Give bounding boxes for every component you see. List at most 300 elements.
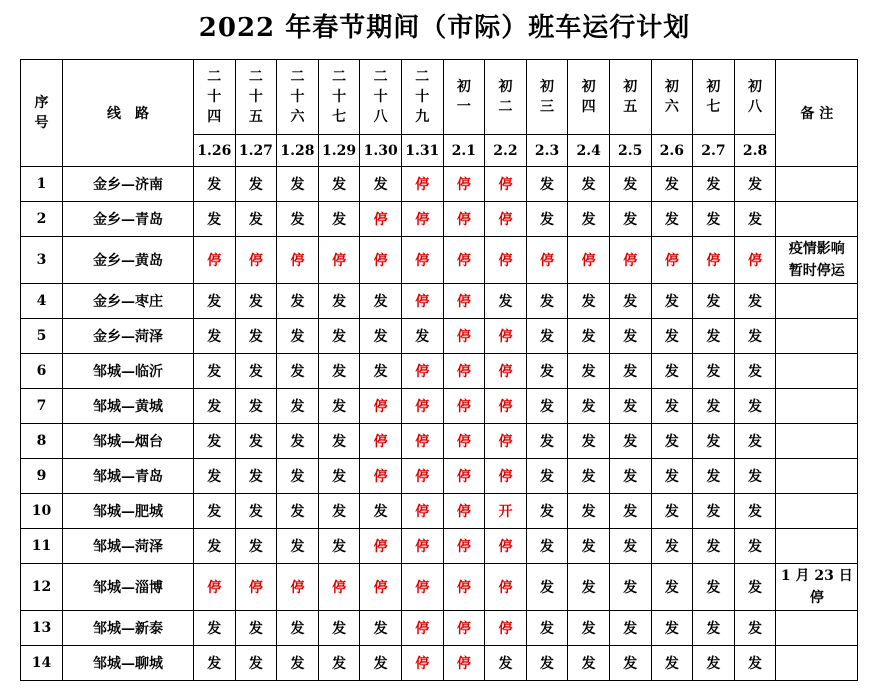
status-depart: 发 xyxy=(318,459,360,494)
day-header-char: 初 xyxy=(581,79,596,95)
status-depart: 发 xyxy=(526,564,568,611)
date-header: 2.8 xyxy=(734,135,776,167)
status-depart: 发 xyxy=(651,646,693,681)
status-stop: 停 xyxy=(235,237,277,284)
status-stop: 停 xyxy=(401,646,443,681)
status-depart: 发 xyxy=(526,167,568,202)
row-number: 7 xyxy=(21,389,63,424)
schedule-body xyxy=(21,167,858,681)
status-depart: 发 xyxy=(734,646,776,681)
status-depart: 发 xyxy=(693,319,735,354)
day-header xyxy=(568,60,610,135)
day-header xyxy=(318,60,360,135)
status-depart: 发 xyxy=(235,167,277,202)
day-header-char: 八 xyxy=(373,109,388,125)
row-number: 4 xyxy=(21,284,63,319)
day-header-char: 初 xyxy=(498,79,513,95)
status-stop: 停 xyxy=(401,202,443,237)
day-header-char: 七 xyxy=(706,99,721,115)
status-depart: 发 xyxy=(693,354,735,389)
status-stop: 停 xyxy=(651,237,693,284)
status-stop: 停 xyxy=(443,424,485,459)
status-stop: 停 xyxy=(277,237,319,284)
day-header xyxy=(235,60,277,135)
day-header-char: 十 xyxy=(332,89,347,105)
remark-cell xyxy=(776,424,858,459)
status-depart: 发 xyxy=(693,459,735,494)
status-depart: 发 xyxy=(609,167,651,202)
status-depart: 发 xyxy=(651,424,693,459)
status-open: 开 xyxy=(485,494,527,529)
status-depart: 发 xyxy=(526,529,568,564)
day-header-char: 六 xyxy=(290,109,305,125)
status-depart: 发 xyxy=(277,494,319,529)
remark-cell xyxy=(776,564,858,611)
status-stop: 停 xyxy=(194,237,236,284)
status-stop: 停 xyxy=(360,237,402,284)
day-header xyxy=(693,60,735,135)
status-stop: 停 xyxy=(526,237,568,284)
status-depart: 发 xyxy=(318,611,360,646)
status-stop: 停 xyxy=(443,284,485,319)
day-header xyxy=(401,60,443,135)
status-stop: 停 xyxy=(443,237,485,284)
row-number: 14 xyxy=(21,646,63,681)
status-depart: 发 xyxy=(526,284,568,319)
status-stop: 停 xyxy=(401,564,443,611)
status-depart: 发 xyxy=(360,354,402,389)
status-stop: 停 xyxy=(194,564,236,611)
status-depart: 发 xyxy=(318,389,360,424)
table-row xyxy=(21,167,858,202)
status-stop: 停 xyxy=(401,529,443,564)
status-depart: 发 xyxy=(235,459,277,494)
status-stop: 停 xyxy=(401,389,443,424)
route-name: 邹城—青岛 xyxy=(63,459,194,494)
day-header-char: 八 xyxy=(748,99,763,115)
remark-cell xyxy=(776,459,858,494)
table-row xyxy=(21,202,858,237)
date-header: 2.2 xyxy=(485,135,527,167)
day-header-char: 初 xyxy=(540,79,555,95)
status-stop: 停 xyxy=(485,167,527,202)
status-stop: 停 xyxy=(401,424,443,459)
status-depart: 发 xyxy=(651,167,693,202)
status-depart: 发 xyxy=(277,611,319,646)
status-stop: 停 xyxy=(485,459,527,494)
status-stop: 停 xyxy=(360,459,402,494)
status-depart: 发 xyxy=(568,202,610,237)
status-stop: 停 xyxy=(318,564,360,611)
status-stop: 停 xyxy=(443,319,485,354)
day-header-char: 七 xyxy=(332,109,347,125)
table-row xyxy=(21,529,858,564)
status-depart: 发 xyxy=(485,284,527,319)
status-depart: 发 xyxy=(235,611,277,646)
remark-cell xyxy=(776,319,858,354)
remark-line: 1 月 23 日 xyxy=(780,568,853,584)
schedule-table xyxy=(20,59,858,681)
day-header-char: 五 xyxy=(248,109,263,125)
status-depart: 发 xyxy=(651,564,693,611)
status-depart: 发 xyxy=(734,611,776,646)
table-row xyxy=(21,319,858,354)
row-number: 10 xyxy=(21,494,63,529)
status-depart: 发 xyxy=(734,529,776,564)
seq-header xyxy=(21,60,63,167)
remark-line: 暂时停运 xyxy=(788,263,845,279)
day-header-char: 二 xyxy=(415,69,430,85)
status-depart: 发 xyxy=(194,611,236,646)
status-stop: 停 xyxy=(485,237,527,284)
status-depart: 发 xyxy=(568,611,610,646)
day-header-char: 二 xyxy=(332,69,347,85)
status-depart: 发 xyxy=(609,646,651,681)
status-depart: 发 xyxy=(277,459,319,494)
status-depart: 发 xyxy=(360,167,402,202)
status-stop: 停 xyxy=(485,389,527,424)
date-header: 1.26 xyxy=(194,135,236,167)
status-stop: 停 xyxy=(235,564,277,611)
remark-cell xyxy=(776,167,858,202)
status-stop: 停 xyxy=(360,202,402,237)
status-stop: 停 xyxy=(401,284,443,319)
status-depart: 发 xyxy=(360,284,402,319)
status-depart: 发 xyxy=(693,611,735,646)
remark-cell xyxy=(776,237,858,284)
status-depart: 发 xyxy=(609,494,651,529)
status-depart: 发 xyxy=(277,646,319,681)
status-stop: 停 xyxy=(485,319,527,354)
status-depart: 发 xyxy=(568,424,610,459)
status-depart: 发 xyxy=(277,319,319,354)
status-depart: 发 xyxy=(693,424,735,459)
status-depart: 发 xyxy=(318,167,360,202)
status-depart: 发 xyxy=(568,459,610,494)
status-depart: 发 xyxy=(277,529,319,564)
status-stop: 停 xyxy=(443,494,485,529)
status-depart: 发 xyxy=(734,354,776,389)
status-stop: 停 xyxy=(443,459,485,494)
status-stop: 停 xyxy=(360,424,402,459)
row-number: 6 xyxy=(21,354,63,389)
remark-cell xyxy=(776,354,858,389)
status-stop: 停 xyxy=(443,564,485,611)
table-row xyxy=(21,611,858,646)
route-name: 金乡—青岛 xyxy=(63,202,194,237)
date-header: 1.28 xyxy=(277,135,319,167)
status-depart: 发 xyxy=(568,529,610,564)
status-depart: 发 xyxy=(235,202,277,237)
status-depart: 发 xyxy=(194,167,236,202)
status-depart: 发 xyxy=(318,529,360,564)
status-depart: 发 xyxy=(526,354,568,389)
remark-cell xyxy=(776,611,858,646)
status-depart: 发 xyxy=(485,646,527,681)
status-stop: 停 xyxy=(360,564,402,611)
route-name: 金乡—枣庄 xyxy=(63,284,194,319)
day-header xyxy=(526,60,568,135)
status-depart: 发 xyxy=(609,564,651,611)
day-header-char: 十 xyxy=(290,89,305,105)
status-stop: 停 xyxy=(693,237,735,284)
status-depart: 发 xyxy=(235,494,277,529)
remark-cell xyxy=(776,389,858,424)
route-name: 邹城—肥城 xyxy=(63,494,194,529)
day-header-char: 初 xyxy=(748,79,763,95)
route-name: 邹城—烟台 xyxy=(63,424,194,459)
status-depart: 发 xyxy=(277,389,319,424)
status-depart: 发 xyxy=(568,167,610,202)
status-depart: 发 xyxy=(194,529,236,564)
day-header xyxy=(651,60,693,135)
route-name: 金乡—济南 xyxy=(63,167,194,202)
status-depart: 发 xyxy=(609,424,651,459)
status-depart: 发 xyxy=(194,354,236,389)
status-stop: 停 xyxy=(734,237,776,284)
status-depart: 发 xyxy=(609,354,651,389)
status-depart: 发 xyxy=(693,389,735,424)
day-header-char: 九 xyxy=(415,109,430,125)
day-header-char: 初 xyxy=(456,79,471,95)
status-depart: 发 xyxy=(693,284,735,319)
status-depart: 发 xyxy=(526,646,568,681)
status-stop: 停 xyxy=(485,354,527,389)
row-number: 3 xyxy=(21,237,63,284)
status-depart: 发 xyxy=(277,202,319,237)
status-depart: 发 xyxy=(194,424,236,459)
status-stop: 停 xyxy=(443,167,485,202)
status-depart: 发 xyxy=(526,424,568,459)
status-stop: 停 xyxy=(401,237,443,284)
status-depart: 发 xyxy=(693,167,735,202)
day-header-char: 二 xyxy=(498,99,513,115)
remark-cell xyxy=(776,494,858,529)
status-depart: 发 xyxy=(734,564,776,611)
status-depart: 发 xyxy=(318,354,360,389)
status-depart: 发 xyxy=(526,611,568,646)
date-header: 2.1 xyxy=(443,135,485,167)
status-depart: 发 xyxy=(360,611,402,646)
status-depart: 发 xyxy=(318,494,360,529)
table-row xyxy=(21,284,858,319)
status-depart: 发 xyxy=(693,564,735,611)
date-header: 1.31 xyxy=(401,135,443,167)
day-header-char: 二 xyxy=(373,69,388,85)
status-depart: 发 xyxy=(568,389,610,424)
status-depart: 发 xyxy=(734,494,776,529)
status-depart: 发 xyxy=(651,319,693,354)
status-stop: 停 xyxy=(485,564,527,611)
status-depart: 发 xyxy=(609,202,651,237)
status-stop: 停 xyxy=(443,354,485,389)
status-stop: 停 xyxy=(609,237,651,284)
row-number: 12 xyxy=(21,564,63,611)
status-depart: 发 xyxy=(318,319,360,354)
day-header-char: 十 xyxy=(415,89,430,105)
status-stop: 停 xyxy=(401,354,443,389)
day-header xyxy=(609,60,651,135)
status-depart: 发 xyxy=(526,459,568,494)
status-depart: 发 xyxy=(235,284,277,319)
status-depart: 发 xyxy=(609,319,651,354)
seq-header-char: 序 xyxy=(34,95,49,111)
day-header-char: 六 xyxy=(664,99,679,115)
status-depart: 发 xyxy=(734,389,776,424)
date-header: 1.29 xyxy=(318,135,360,167)
row-number: 11 xyxy=(21,529,63,564)
status-depart: 发 xyxy=(609,529,651,564)
route-name: 金乡—黄岛 xyxy=(63,237,194,284)
day-header-char: 二 xyxy=(207,69,222,85)
table-row xyxy=(21,354,858,389)
table-row xyxy=(21,494,858,529)
status-depart: 发 xyxy=(693,202,735,237)
day-header xyxy=(360,60,402,135)
row-number: 2 xyxy=(21,202,63,237)
date-header: 2.6 xyxy=(651,135,693,167)
status-depart: 发 xyxy=(568,494,610,529)
status-depart: 发 xyxy=(609,611,651,646)
day-header-char: 四 xyxy=(207,109,222,125)
status-stop: 停 xyxy=(485,424,527,459)
day-header-char: 一 xyxy=(456,99,471,115)
day-header-char: 二 xyxy=(248,69,263,85)
date-header: 2.5 xyxy=(609,135,651,167)
status-depart: 发 xyxy=(194,389,236,424)
day-header xyxy=(443,60,485,135)
day-header-char: 初 xyxy=(706,79,721,95)
route-name: 邹城—淄博 xyxy=(63,564,194,611)
status-depart: 发 xyxy=(734,167,776,202)
status-depart: 发 xyxy=(568,284,610,319)
route-name: 金乡—菏泽 xyxy=(63,319,194,354)
date-header: 2.4 xyxy=(568,135,610,167)
row-number: 1 xyxy=(21,167,63,202)
table-row xyxy=(21,646,858,681)
status-depart: 发 xyxy=(651,611,693,646)
status-stop: 停 xyxy=(318,237,360,284)
route-name: 邹城—菏泽 xyxy=(63,529,194,564)
status-depart: 发 xyxy=(235,424,277,459)
status-depart: 发 xyxy=(526,319,568,354)
status-depart: 发 xyxy=(568,564,610,611)
row-number: 13 xyxy=(21,611,63,646)
status-depart: 发 xyxy=(734,459,776,494)
status-depart: 发 xyxy=(318,202,360,237)
status-depart: 发 xyxy=(194,494,236,529)
route-name: 邹城—新泰 xyxy=(63,611,194,646)
status-depart: 发 xyxy=(318,646,360,681)
status-depart: 发 xyxy=(277,424,319,459)
status-depart: 发 xyxy=(734,424,776,459)
day-header-char: 初 xyxy=(623,79,638,95)
status-stop: 停 xyxy=(401,167,443,202)
table-row xyxy=(21,237,858,284)
status-depart: 发 xyxy=(568,319,610,354)
status-stop: 停 xyxy=(443,202,485,237)
status-depart: 发 xyxy=(568,646,610,681)
status-stop: 停 xyxy=(443,611,485,646)
remark-header: 备 注 xyxy=(776,60,858,167)
status-depart: 发 xyxy=(651,284,693,319)
table-row xyxy=(21,424,858,459)
status-stop: 停 xyxy=(401,459,443,494)
status-depart: 发 xyxy=(693,494,735,529)
status-depart: 发 xyxy=(194,646,236,681)
status-depart: 发 xyxy=(651,529,693,564)
day-header-char: 二 xyxy=(290,69,305,85)
day-header-char: 五 xyxy=(623,99,638,115)
status-depart: 发 xyxy=(693,646,735,681)
status-depart: 发 xyxy=(651,202,693,237)
day-header-char: 三 xyxy=(540,99,555,115)
status-depart: 发 xyxy=(194,459,236,494)
status-stop: 停 xyxy=(485,529,527,564)
status-depart: 发 xyxy=(235,529,277,564)
status-depart: 发 xyxy=(318,424,360,459)
status-stop: 停 xyxy=(568,237,610,284)
route-name: 邹城—黄城 xyxy=(63,389,194,424)
header-row-days xyxy=(21,60,858,135)
status-stop: 停 xyxy=(401,494,443,529)
table-row xyxy=(21,459,858,494)
status-depart: 发 xyxy=(360,646,402,681)
status-stop: 停 xyxy=(360,529,402,564)
status-stop: 停 xyxy=(443,389,485,424)
table-row xyxy=(21,564,858,611)
status-depart: 发 xyxy=(194,202,236,237)
row-number: 8 xyxy=(21,424,63,459)
status-depart: 发 xyxy=(318,284,360,319)
date-header: 2.7 xyxy=(693,135,735,167)
status-depart: 发 xyxy=(235,646,277,681)
route-name: 邹城—聊城 xyxy=(63,646,194,681)
status-depart: 发 xyxy=(734,284,776,319)
status-depart: 发 xyxy=(734,319,776,354)
route-name: 邹城—临沂 xyxy=(63,354,194,389)
table-row xyxy=(21,389,858,424)
status-depart: 发 xyxy=(194,284,236,319)
remark-cell xyxy=(776,529,858,564)
date-header: 1.27 xyxy=(235,135,277,167)
remark-cell xyxy=(776,202,858,237)
status-depart: 发 xyxy=(568,354,610,389)
status-stop: 停 xyxy=(401,611,443,646)
status-depart: 发 xyxy=(651,354,693,389)
page-title: 2022 年春节期间（市际）班车运行计划 xyxy=(198,13,691,43)
status-depart: 发 xyxy=(235,354,277,389)
seq-header-char: 号 xyxy=(34,115,49,131)
status-stop: 停 xyxy=(443,646,485,681)
status-depart: 发 xyxy=(609,284,651,319)
status-depart: 发 xyxy=(277,284,319,319)
day-header-char: 十 xyxy=(207,89,222,105)
day-header xyxy=(734,60,776,135)
remark-line: 停 xyxy=(809,590,824,606)
remark-cell xyxy=(776,646,858,681)
status-depart: 发 xyxy=(651,459,693,494)
status-depart: 发 xyxy=(609,389,651,424)
row-number: 9 xyxy=(21,459,63,494)
day-header xyxy=(194,60,236,135)
status-depart: 发 xyxy=(360,319,402,354)
day-header-char: 十 xyxy=(248,89,263,105)
status-depart: 发 xyxy=(235,389,277,424)
status-stop: 停 xyxy=(485,611,527,646)
status-depart: 发 xyxy=(609,459,651,494)
status-depart: 发 xyxy=(693,529,735,564)
